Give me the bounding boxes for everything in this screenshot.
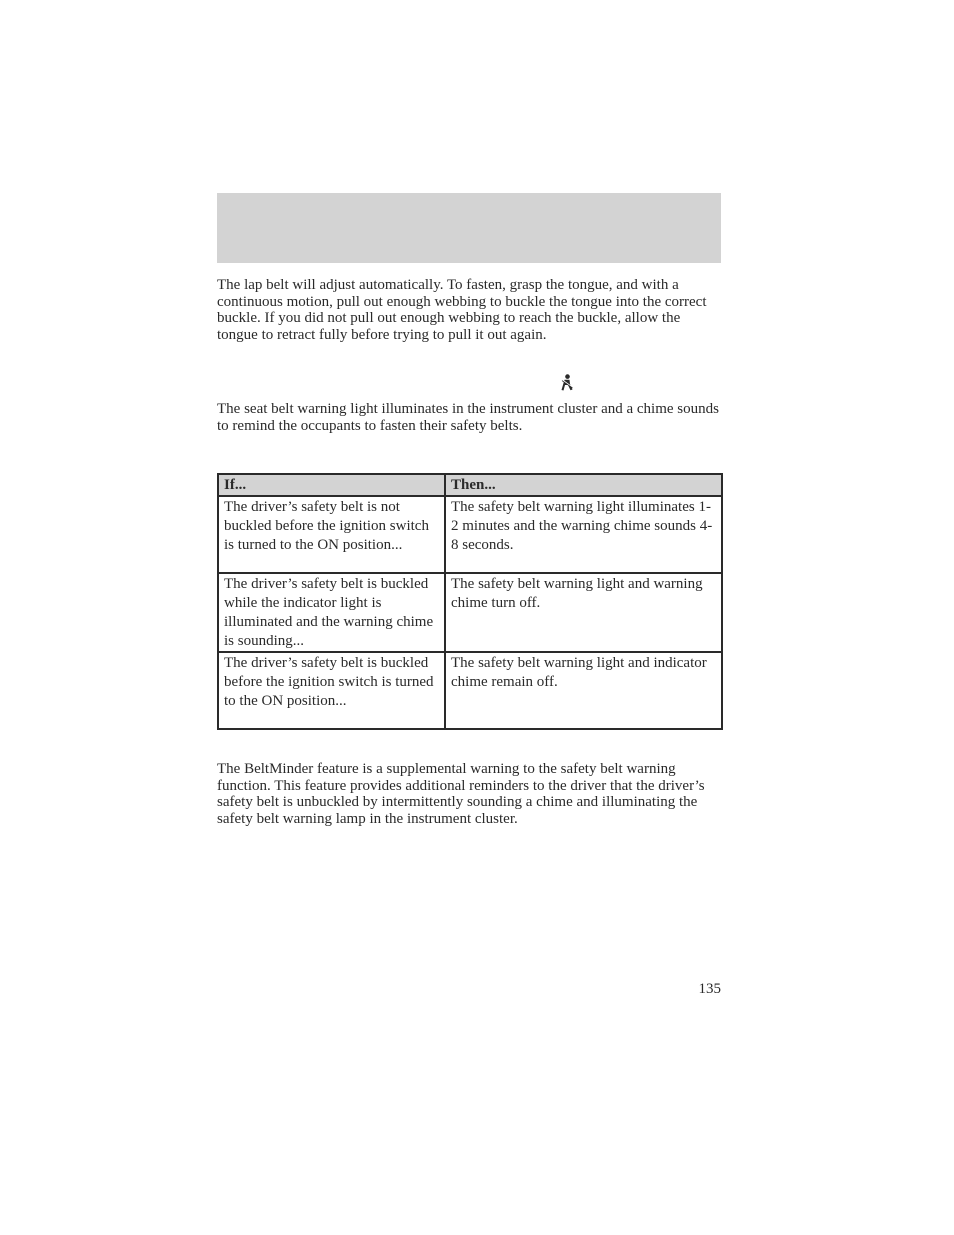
section-header-band: [217, 193, 721, 263]
table-cell-condition: The driver’s safety belt is buckled while the indicator light is illuminated and the warning chime is sounding...: [218, 573, 445, 652]
table-row: [218, 496, 722, 573]
seat-belt-icon: [559, 374, 575, 392]
table-row: [218, 573, 722, 652]
table-cell-result: The safety belt warning light and indicator chime remain off.: [445, 652, 722, 729]
column-header-if: If...: [218, 474, 445, 496]
table-cell-condition: The driver’s safety belt is buckled before the ignition switch is turned to the ON position...: [218, 652, 445, 729]
table-cell-result: The safety belt warning light and warning chime turn off.: [445, 573, 722, 652]
page-number: 135: [698, 981, 721, 997]
warning-light-paragraph: The seat belt warning light illuminates in the instrument cluster and a chime sounds to remind the occupants to fasten their safety belts.: [217, 401, 719, 434]
table-cell-condition: The driver’s safety belt is not buckled before the ignition switch is turned to the ON position...: [218, 496, 445, 573]
lap-belt-paragraph: The lap belt will adjust automatically. To fasten, grasp the tongue, and with a continuous motion, pull out enough webbing to buckle the tongue into the correct buckle. If you did not pull out enough webbing to reach the buckle, allow the tongue to retract fully before trying to pull it out again.: [217, 277, 707, 343]
seat-belt-warning-table: [217, 473, 723, 730]
table-cell-result: The safety belt warning light illuminates 1-2 minutes and the warning chime sounds 4-8 seconds.: [445, 496, 722, 573]
beltminder-paragraph: The BeltMinder feature is a supplemental warning to the safety belt warning function. This feature provides additional reminders to the driver that the driver’s safety belt is unbuckled by intermittently sounding a chime and illuminating the safety belt warning lamp in the instrument cluster.: [217, 761, 705, 827]
table-header-row: [218, 474, 722, 496]
column-header-then: Then...: [445, 474, 722, 496]
table-row: [218, 652, 722, 729]
